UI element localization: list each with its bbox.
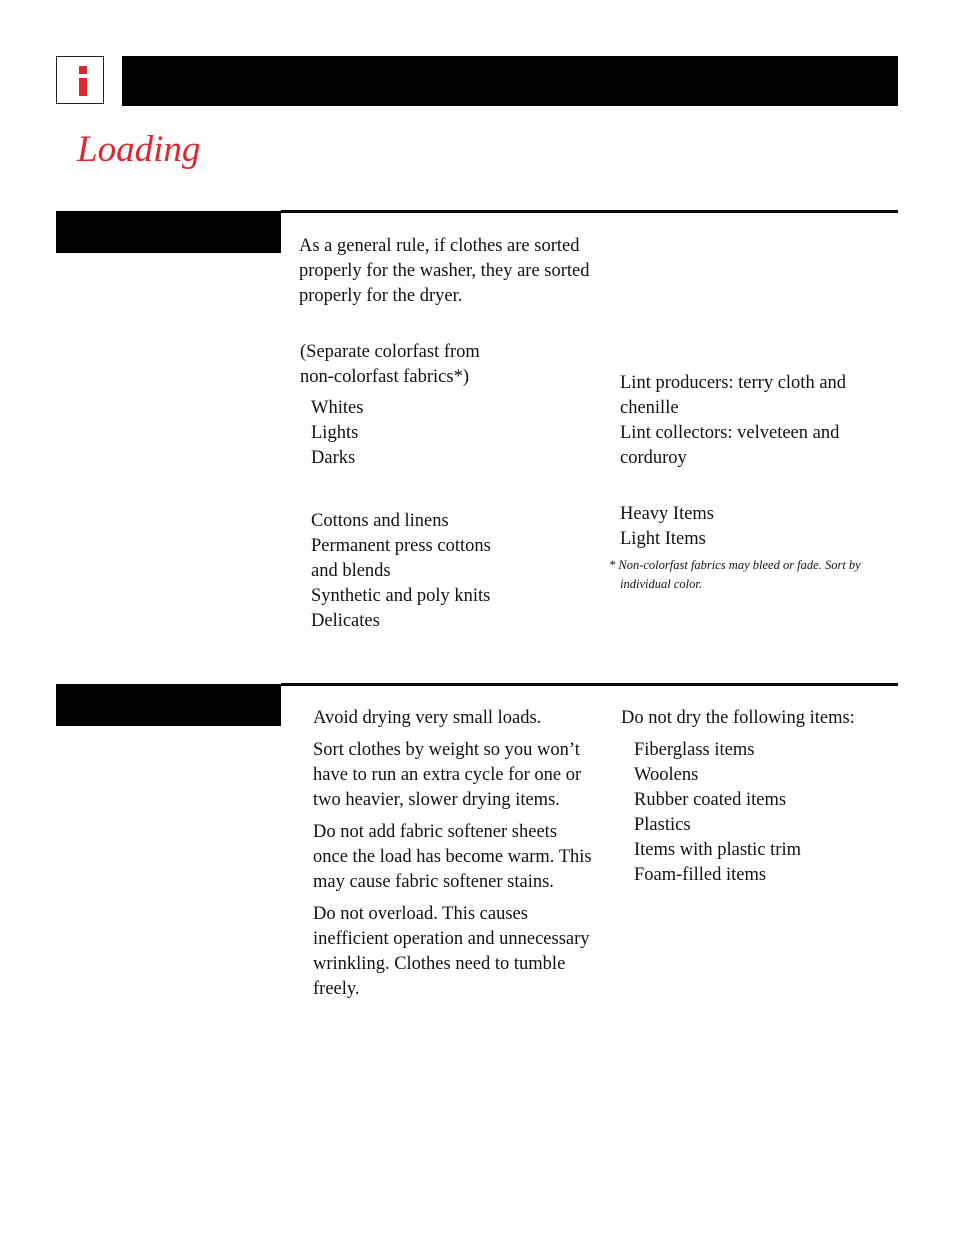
page-title: Loading	[77, 129, 201, 170]
list-item: Items with plastic trim	[634, 840, 801, 860]
list-item: Cottons and linens	[311, 511, 449, 531]
tip-paragraph: Avoid drying very small loads.	[313, 708, 542, 728]
list-item: Darks	[311, 448, 356, 468]
list-item: Woolens	[634, 765, 699, 785]
lint-list	[620, 371, 846, 471]
list-item: and blends	[311, 561, 391, 581]
section-label-bar-sorting	[56, 211, 281, 253]
do-not-dry-list	[634, 738, 801, 888]
tips-paragraphs	[313, 706, 593, 1002]
list-item: Permanent press cottons	[311, 536, 491, 556]
footnote-line-1: * Non-colorfast fabrics may bleed or fade. Sort by	[609, 558, 861, 572]
list-item: corduroy	[620, 448, 687, 468]
tip-paragraph: Do not add fabric softener sheets once the load has become warm. This may cause fabric softener stains.	[313, 822, 592, 892]
list-item: Delicates	[311, 611, 380, 631]
fabric-list	[311, 509, 491, 634]
list-item: Rubber coated items	[634, 790, 787, 810]
do-not-dry-heading: Do not dry the following items:	[621, 708, 855, 728]
tip-paragraph: Sort clothes by weight so you won’t have to run an extra cycle for one or two heavier, slower drying items.	[313, 740, 582, 810]
header-bar	[122, 56, 898, 106]
list-item: Lint collectors: velveteen and	[620, 423, 840, 443]
sorting-intro: As a general rule, if clothes are sorted properly for the washer, they are sorted properly for the dryer.	[299, 236, 590, 306]
color-note-line-1: (Separate colorfast from	[300, 342, 480, 362]
list-item: Lint producers: terry cloth and	[620, 373, 847, 393]
color-note-line-2: non-colorfast fabrics*)	[300, 367, 470, 387]
section-label-bar-tips	[56, 684, 281, 726]
list-item: Foam-filled items	[634, 865, 767, 885]
section-rule-tips	[281, 683, 898, 686]
tip-paragraph: Do not overload. This causes inefficient operation and unnecessary wrinkling. Clothes need to tumble freely.	[313, 904, 590, 999]
list-item: chenille	[620, 398, 679, 418]
info-icon	[56, 56, 104, 104]
info-icon-stem	[79, 78, 87, 96]
section-rule-sorting	[281, 210, 898, 213]
list-item: Synthetic and poly knits	[311, 586, 491, 606]
list-item: Whites	[311, 398, 364, 418]
list-item: Plastics	[634, 815, 691, 835]
weight-list	[620, 502, 714, 552]
color-list	[311, 396, 363, 471]
list-item: Lights	[311, 423, 359, 443]
info-icon-dot	[79, 66, 87, 74]
list-item: Light Items	[620, 529, 706, 549]
list-item: Fiberglass items	[634, 740, 755, 760]
list-item: Heavy Items	[620, 504, 715, 524]
footnote-line-2: individual color.	[620, 577, 702, 591]
